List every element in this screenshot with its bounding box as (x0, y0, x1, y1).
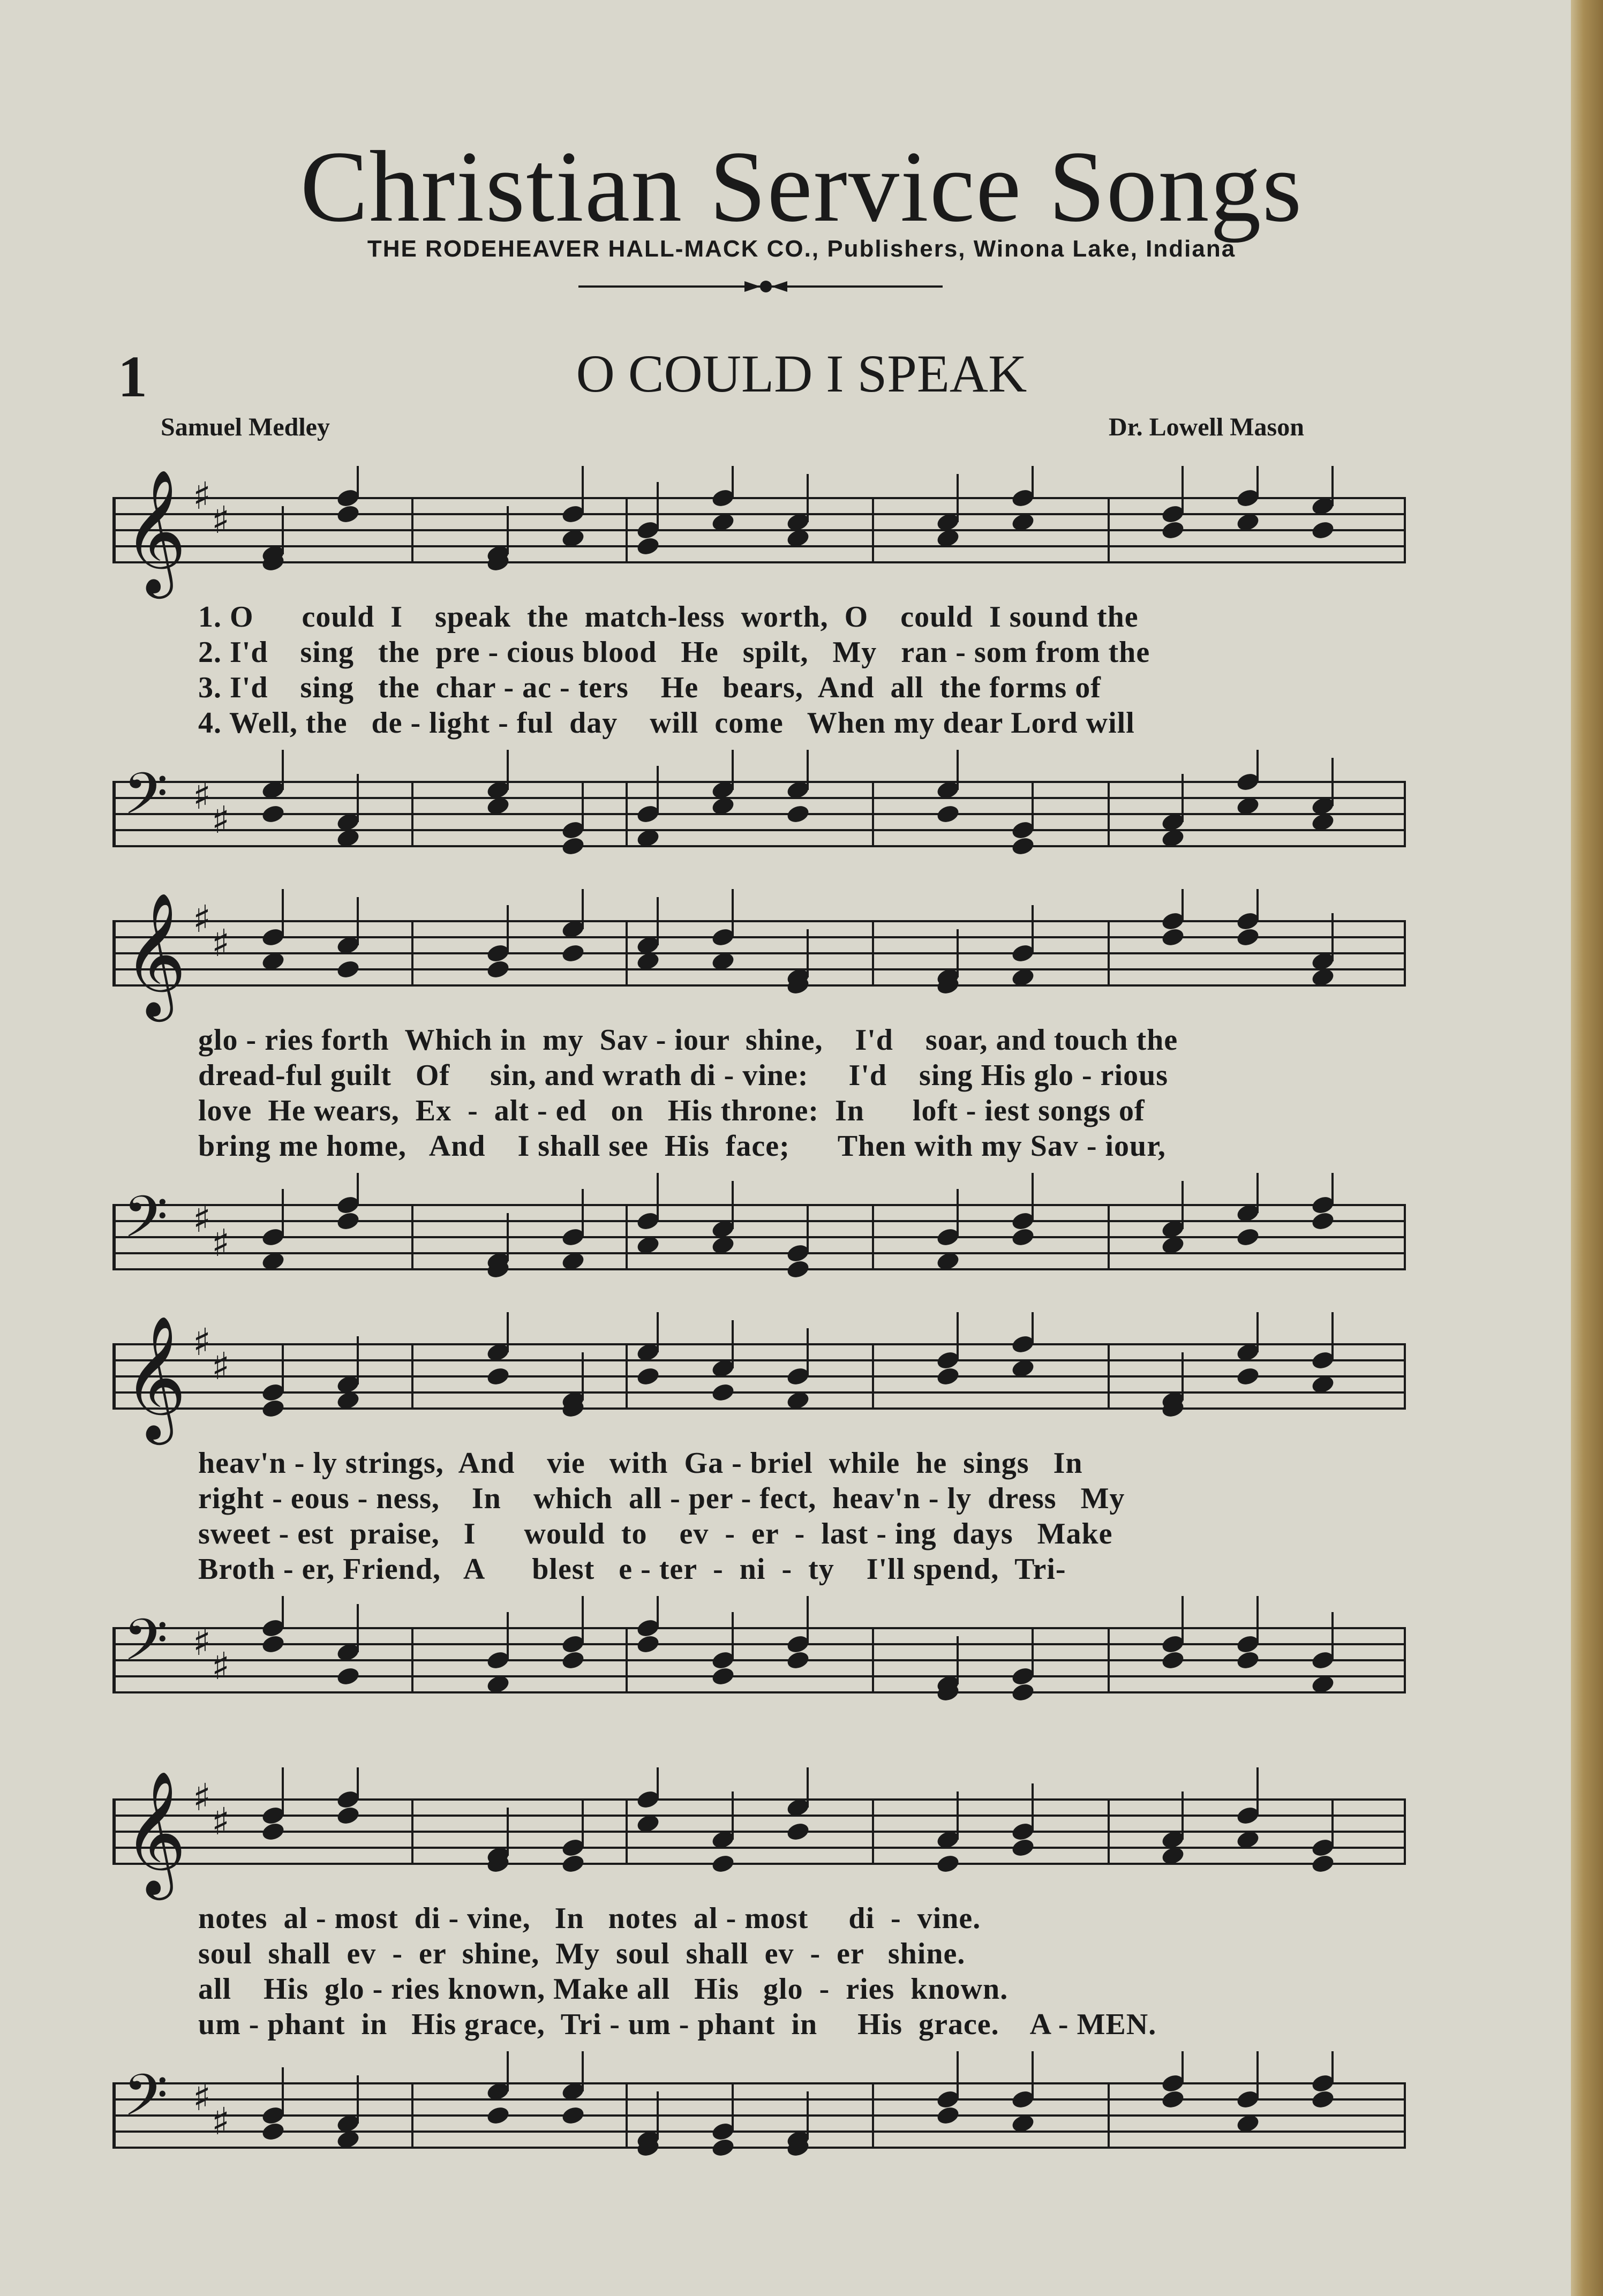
hymn-number: 1 (118, 344, 147, 409)
bass-staff (112, 750, 1406, 889)
note-head (485, 1366, 510, 1387)
lyric-verse-2: right - eous - ness, In which all - per - fect, heav'n - ly dress My (198, 1482, 1125, 1515)
sharp-icon: ♯ (212, 921, 230, 965)
lyrics-block (198, 1901, 1409, 2043)
bass-clef-icon: 𝄢 (123, 1606, 168, 1688)
lyric-verse-3: 3. I'd sing the char - ac - ters He bears, And all the forms of (198, 671, 1101, 704)
note-head (1160, 520, 1185, 541)
lyric-verse-4: 4. Well, the de - light - ful day will come When my dear Lord will (198, 706, 1135, 740)
lyric-verse-3: sweet - est praise, I would to ev - er - last - ing days Make (198, 1517, 1113, 1550)
note-head (1235, 1650, 1260, 1671)
note-head (1160, 2089, 1185, 2110)
lyrics-block (198, 1446, 1409, 1587)
note-head (1235, 927, 1260, 948)
note-head (1010, 835, 1035, 857)
note-head (1010, 1837, 1035, 1858)
note-head (635, 1366, 660, 1387)
bass-clef-icon: 𝄢 (123, 2061, 168, 2143)
note-head (710, 1382, 735, 1403)
note-head (335, 1666, 360, 1687)
note-head (1310, 2089, 1335, 2110)
note-head (560, 943, 585, 964)
bass-clef-icon: 𝄢 (123, 1183, 168, 1264)
sharp-icon: ♯ (212, 798, 230, 842)
note-head (260, 1821, 285, 1842)
divider-ornament-icon (578, 273, 943, 300)
note-head (1160, 927, 1185, 948)
note-head (335, 1210, 360, 1232)
lyric-verse-2: soul shall ev - er shine, My soul shall ev - er shine. (198, 1937, 966, 1970)
note-head (935, 2105, 960, 2126)
sharp-icon: ♯ (193, 1775, 211, 1819)
sharp-icon: ♯ (212, 2099, 230, 2143)
book-title: Christian Service Songs (300, 131, 1303, 243)
note-head (485, 2105, 510, 2126)
sharp-icon: ♯ (193, 1620, 211, 1664)
lyric-verse-1: glo - ries forth Which in my Sav - iour shine, I'd soar, and touch the (198, 1023, 1178, 1057)
words-author: Samuel Medley (161, 413, 330, 441)
lyric-verse-4: um - phant in His grace, Tri - um - phant in His grace. A - MEN. (198, 2008, 1157, 2041)
lyric-verse-1: heav'n - ly strings, And vie with Ga - briel while he sings In (198, 1447, 1083, 1480)
lyrics-block (198, 600, 1409, 741)
bass-staff (112, 1596, 1406, 1735)
sharp-icon: ♯ (193, 774, 211, 818)
note-head (935, 1853, 960, 1875)
treble-staff (112, 466, 1406, 605)
sharp-icon: ♯ (193, 1197, 211, 1241)
hymn-title: O COULD I SPEAK (576, 344, 1027, 403)
lyric-verse-1: notes al - most di - vine, In notes al - most di - vine. (198, 1902, 981, 1935)
note-head (785, 1650, 810, 1671)
note-head (260, 1398, 285, 1419)
lyric-verse-3: love He wears, Ex - alt - ed on His throne: In loft - iest songs of (198, 1094, 1145, 1127)
treble-clef-icon: 𝄞 (123, 1315, 187, 1440)
note-head (1235, 1226, 1260, 1248)
note-head (635, 536, 660, 557)
sharp-icon: ♯ (193, 2075, 211, 2119)
note-head (560, 835, 585, 857)
note-head (785, 1259, 810, 1280)
sharp-icon: ♯ (193, 897, 211, 941)
note-head (935, 1366, 960, 1387)
lyric-verse-1: 1. O could I speak the match-less worth, O could I sound the (198, 600, 1139, 634)
treble-clef-icon: 𝄞 (123, 892, 187, 1017)
bass-staff (112, 1173, 1406, 1312)
bass-staff (112, 2051, 1406, 2190)
note-head (1310, 1853, 1335, 1875)
note-head (710, 1853, 735, 1875)
sharp-icon: ♯ (193, 1320, 211, 1364)
music-composer: Dr. Lowell Mason (1109, 413, 1304, 441)
note-head (785, 1821, 810, 1842)
sharp-icon: ♯ (212, 1344, 230, 1388)
treble-staff (112, 1767, 1406, 1907)
note-head (1235, 1366, 1260, 1387)
note-head (635, 1633, 660, 1655)
note-head (560, 1853, 585, 1875)
lyric-verse-4: Broth - er, Friend, A blest e - ter - ni - ty I'll spend, Tri- (198, 1553, 1066, 1586)
note-head (1010, 1682, 1035, 1703)
note-head (1010, 1226, 1035, 1248)
note-head (935, 803, 960, 825)
lyric-verse-3: all His glo - ries known, Make all His glo - ries known. (198, 1973, 1009, 2006)
note-head (1310, 520, 1335, 541)
note-head (560, 2105, 585, 2126)
lyrics-block (198, 1023, 1409, 1164)
note-head (260, 2121, 285, 2142)
note-head (335, 503, 360, 525)
sharp-icon: ♯ (212, 1644, 230, 1688)
treble-clef-icon: 𝄞 (123, 469, 187, 593)
note-head (335, 959, 360, 980)
note-head (260, 1633, 285, 1655)
publisher-line: THE RODEHEAVER HALL-MACK CO., Publishers, Winona Lake, Indiana (367, 236, 1236, 262)
sharp-icon: ♯ (212, 498, 230, 542)
treble-staff (112, 1312, 1406, 1451)
note-head (260, 803, 285, 825)
lyric-verse-4: bring me home, And I shall see His face; Then with my Sav - iour, (198, 1130, 1166, 1163)
note-head (335, 1805, 360, 1826)
note-head (785, 803, 810, 825)
lyric-verse-2: 2. I'd sing the pre - cious blood He spilt, My ran - som from the (198, 636, 1150, 669)
treble-staff (112, 889, 1406, 1028)
note-head (1160, 1650, 1185, 1671)
note-head (710, 1666, 735, 1687)
bass-clef-icon: 𝄢 (123, 760, 168, 841)
sharp-icon: ♯ (193, 474, 211, 518)
sharp-icon: ♯ (212, 1800, 230, 1843)
note-head (1310, 1210, 1335, 1232)
note-head (485, 959, 510, 980)
treble-clef-icon: 𝄞 (123, 1770, 187, 1895)
sharp-icon: ♯ (212, 1221, 230, 1265)
lyric-verse-2: dread-ful guilt Of sin, and wrath di - vine: I'd sing His glo - rious (198, 1059, 1168, 1092)
note-head (560, 1650, 585, 1671)
note-head (710, 2137, 735, 2158)
